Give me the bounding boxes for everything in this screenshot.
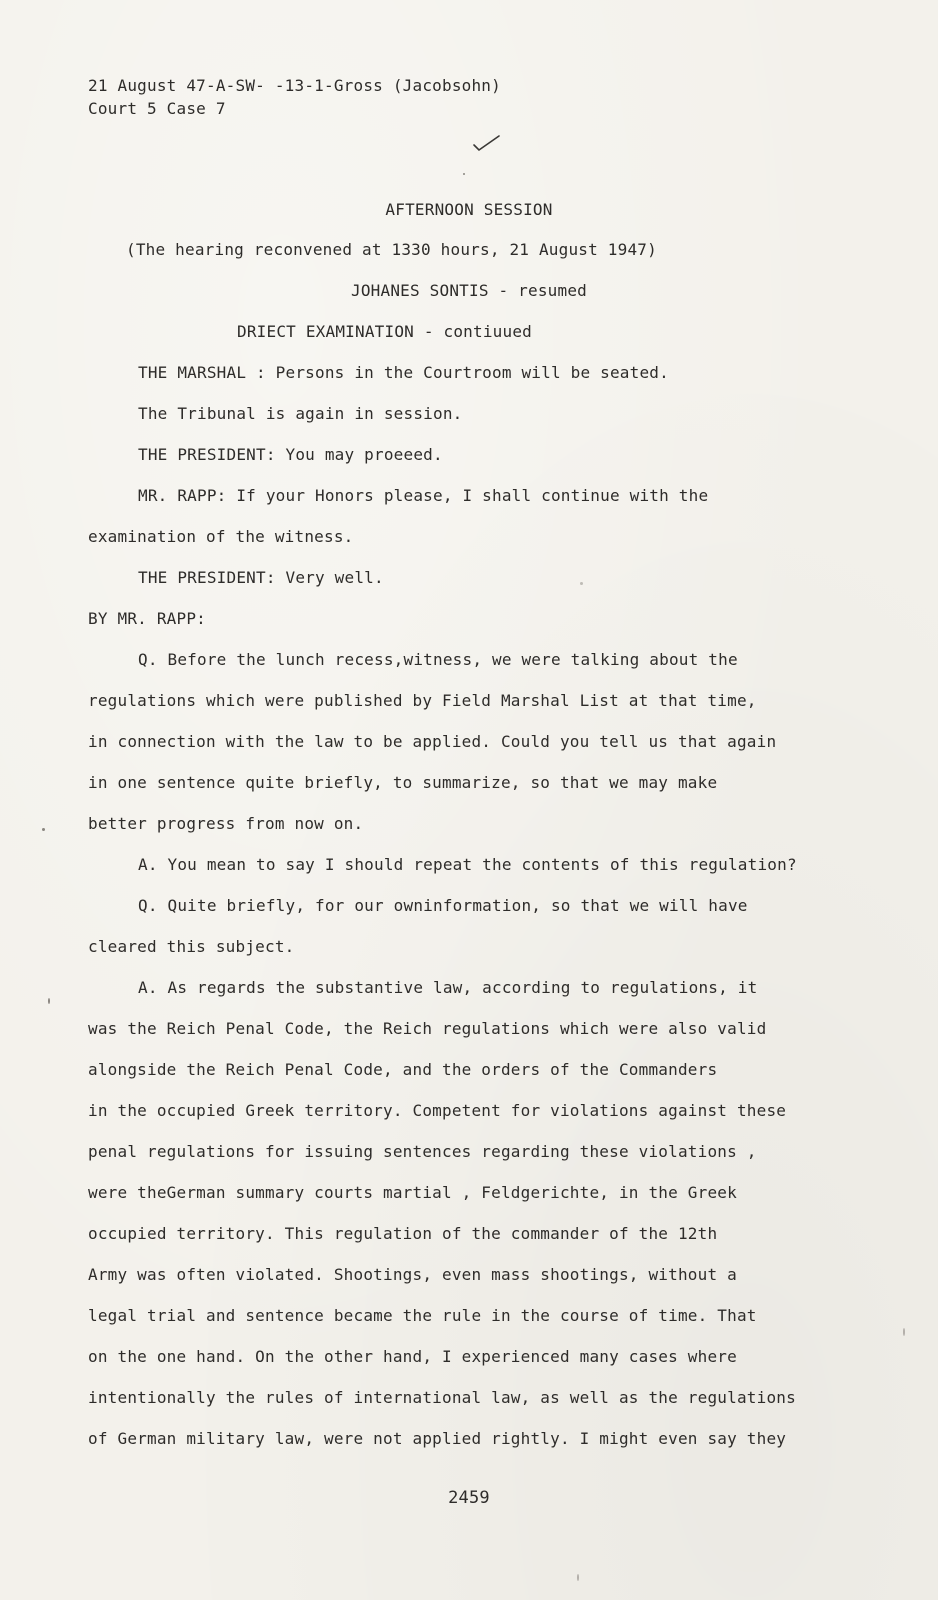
transcript-line: A. You mean to say I should repeat the contents of this regulation? [138, 855, 797, 874]
session-title: AFTERNOON SESSION [385, 200, 553, 219]
transcript-line: The Tribunal is again in session. [138, 404, 463, 423]
paper-speck [48, 998, 50, 1004]
transcript-line: THE PRESIDENT: You may proeeed. [138, 445, 443, 464]
transcript-line: was the Reich Penal Code, the Reich regulations which were also valid [88, 1019, 767, 1038]
transcript-line: A. As regards the substantive law, according to regulations, it [138, 978, 758, 997]
transcript-line: were theGerman summary courts martial , Feldgerichte, in the Greek [88, 1183, 737, 1202]
header-court-line: Court 5 Case 7 [88, 99, 226, 118]
transcript-line: cleared this subject. [88, 937, 295, 956]
transcript-line: penal regulations for issuing sentences regarding these violations , [88, 1142, 757, 1161]
transcript-line: examination of the witness. [88, 527, 354, 546]
transcript-line: intentionally the rules of international law, as well as the regulations [88, 1388, 796, 1407]
transcript-line: THE MARSHAL : Persons in the Courtroom will be seated. [138, 363, 669, 382]
reconvened-note: (The hearing reconvened at 1330 hours, 21 August 1947) [126, 240, 657, 259]
transcript-line: in the occupied Greek territory. Competent for violations against these [88, 1101, 787, 1120]
transcript-line: in connection with the law to be applied. Could you tell us that again [88, 732, 777, 751]
paper-speck [463, 173, 465, 175]
transcript-line: legal trial and sentence became the rule in the course of time. That [88, 1306, 757, 1325]
examination-type: DRIECT EXAMINATION - contiuued [237, 322, 532, 341]
paper-speck [580, 582, 583, 585]
paper-speck [577, 1574, 579, 1581]
transcript-line: regulations which were published by Field Marshal List at that time, [88, 691, 757, 710]
transcript-line: in one sentence quite briefly, to summarize, so that we may make [88, 773, 718, 792]
transcript-line: BY MR. RAPP: [88, 609, 206, 628]
header-docket-line: 21 August 47-A-SW- -13-1-Gross (Jacobsohn) [88, 76, 501, 95]
witness-name: JOHANES SONTIS - resumed [351, 281, 587, 300]
transcript-line: occupied territory. This regulation of the commander of the 12th [88, 1224, 718, 1243]
transcript-line: alongside the Reich Penal Code, and the orders of the Commanders [88, 1060, 718, 1079]
paper-speck [903, 1328, 905, 1336]
checkmark-icon [472, 134, 502, 154]
transcript-line: on the one hand. On the other hand, I experienced many cases where [88, 1347, 737, 1366]
paper-speck [42, 828, 45, 831]
transcript-line: of German military law, were not applied rightly. I might even say they [88, 1429, 787, 1448]
transcript-line: THE PRESIDENT: Very well. [138, 568, 384, 587]
transcript-line: Army was often violated. Shootings, even mass shootings, without a [88, 1265, 737, 1284]
transcript-line: Q. Quite briefly, for our owninformation, so that we will have [138, 896, 748, 915]
page-number: 2459 [448, 1488, 490, 1508]
transcript-line: MR. RAPP: If your Honors please, I shall continue with the [138, 486, 709, 505]
transcript-line: Q. Before the lunch recess,witness, we were talking about the [138, 650, 738, 669]
transcript-line: better progress from now on. [88, 814, 364, 833]
